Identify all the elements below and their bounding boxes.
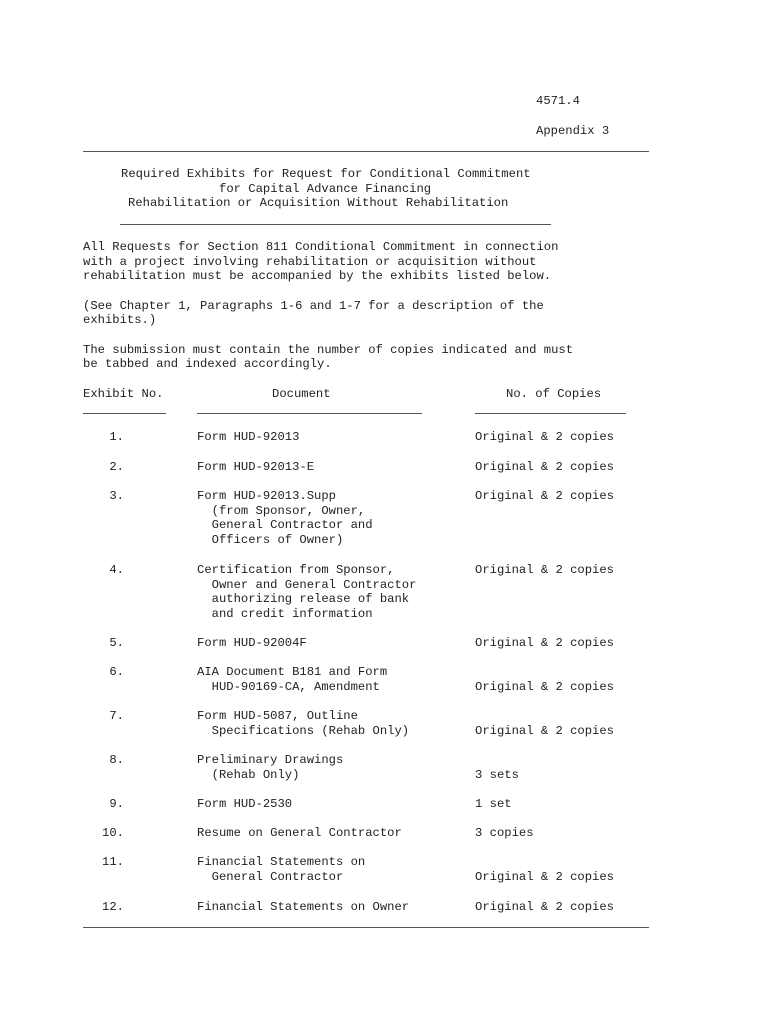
copies-required: Original & 2 copies — [475, 869, 614, 884]
document-name: Specifications (Rehab Only) — [197, 723, 410, 738]
intro-para-2-line-2: exhibits.) — [83, 313, 157, 327]
copies-required: 1 set — [475, 797, 512, 811]
copies-required: Original & 2 copies — [475, 563, 614, 577]
column-underline-document — [197, 413, 422, 414]
copies-required: 3 copies — [475, 826, 534, 840]
intro-para-2-line-1: (See Chapter 1, Paragraphs 1-6 and 1-7 for a description of the — [83, 299, 544, 313]
intro-para-3-line-2: be tabbed and indexed accordingly. — [83, 357, 332, 371]
document-name: (Rehab Only) — [197, 767, 300, 782]
document-name: General Contractor and — [197, 518, 373, 533]
document-number: 4571.4 — [536, 94, 580, 108]
intro-para-1-line-2: with a project involving rehabilitation or acquisition without — [83, 255, 537, 269]
exhibit-number: 5. — [109, 636, 124, 650]
column-underline-copies — [475, 413, 626, 414]
document-name: and credit information — [197, 607, 373, 622]
document-name: Resume on General Contractor — [197, 826, 402, 840]
document-name: Form HUD-92013 — [197, 430, 300, 444]
exhibit-number: 11. — [102, 855, 124, 869]
copies-required: Original & 2 copies — [475, 636, 614, 650]
title-line-1: Required Exhibits for Request for Conditional Commitment — [121, 167, 531, 181]
intro-para-3-line-1: The submission must contain the number of copies indicated and must — [83, 343, 574, 357]
copies-required: Original & 2 copies — [475, 489, 614, 503]
title-underline — [120, 224, 551, 225]
exhibit-number: 12. — [102, 900, 124, 914]
exhibit-number: 9. — [109, 797, 124, 811]
column-underline-exhibit — [83, 413, 166, 414]
copies-required: Original & 2 copies — [475, 430, 614, 444]
appendix-label: Appendix 3 — [536, 124, 610, 138]
document-name: Form HUD-92004F — [197, 636, 307, 650]
copies-required: 3 sets — [475, 767, 519, 782]
document-name: Form HUD-5087, Outline — [197, 709, 358, 723]
exhibit-number: 10. — [102, 826, 124, 840]
exhibit-number: 3. — [109, 489, 124, 503]
top-rule — [83, 151, 649, 152]
column-header-document: Document — [272, 387, 331, 401]
document-name: General Contractor — [197, 869, 344, 884]
exhibit-number: 7. — [109, 709, 124, 723]
document-name: Preliminary Drawings — [197, 753, 344, 767]
document-name: Financial Statements on — [197, 855, 366, 869]
exhibit-number: 4. — [109, 563, 124, 577]
column-header-exhibit: Exhibit No. — [83, 387, 164, 401]
document-name: Financial Statements on Owner — [197, 900, 410, 914]
exhibit-number: 6. — [109, 665, 124, 679]
exhibit-number: 8. — [109, 753, 124, 767]
document-name: authorizing release of bank — [197, 592, 410, 607]
intro-para-1-line-3: rehabilitation must be accompanied by the exhibits listed below. — [83, 269, 552, 283]
document-name: Form HUD-92013-E — [197, 460, 315, 474]
document-name: HUD-90169-CA, Amendment — [197, 679, 380, 694]
exhibit-number: 1. — [109, 430, 124, 444]
document-name: Form HUD-2530 — [197, 797, 293, 811]
title-line-2: for Capital Advance Financing — [219, 182, 432, 196]
title-line-3: Rehabilitation or Acquisition Without Rehabilitation — [128, 196, 509, 210]
document-name: Owner and General Contractor — [197, 577, 417, 592]
intro-para-1-line-1: All Requests for Section 811 Conditional Commitment in connection — [83, 240, 559, 254]
copies-required: Original & 2 copies — [475, 679, 614, 694]
copies-required: Original & 2 copies — [475, 723, 614, 738]
document-name: Form HUD-92013.Supp — [197, 489, 336, 503]
document-name: AIA Document B181 and Form — [197, 665, 388, 679]
copies-required: Original & 2 copies — [475, 900, 614, 914]
document-name: Certification from Sponsor, — [197, 563, 395, 577]
copies-required: Original & 2 copies — [475, 460, 614, 474]
bottom-rule — [83, 927, 649, 928]
column-header-copies: No. of Copies — [506, 387, 602, 401]
exhibit-number: 2. — [109, 460, 124, 474]
document-name: (from Sponsor, Owner, — [197, 503, 366, 518]
document-name: Officers of Owner) — [197, 533, 344, 548]
